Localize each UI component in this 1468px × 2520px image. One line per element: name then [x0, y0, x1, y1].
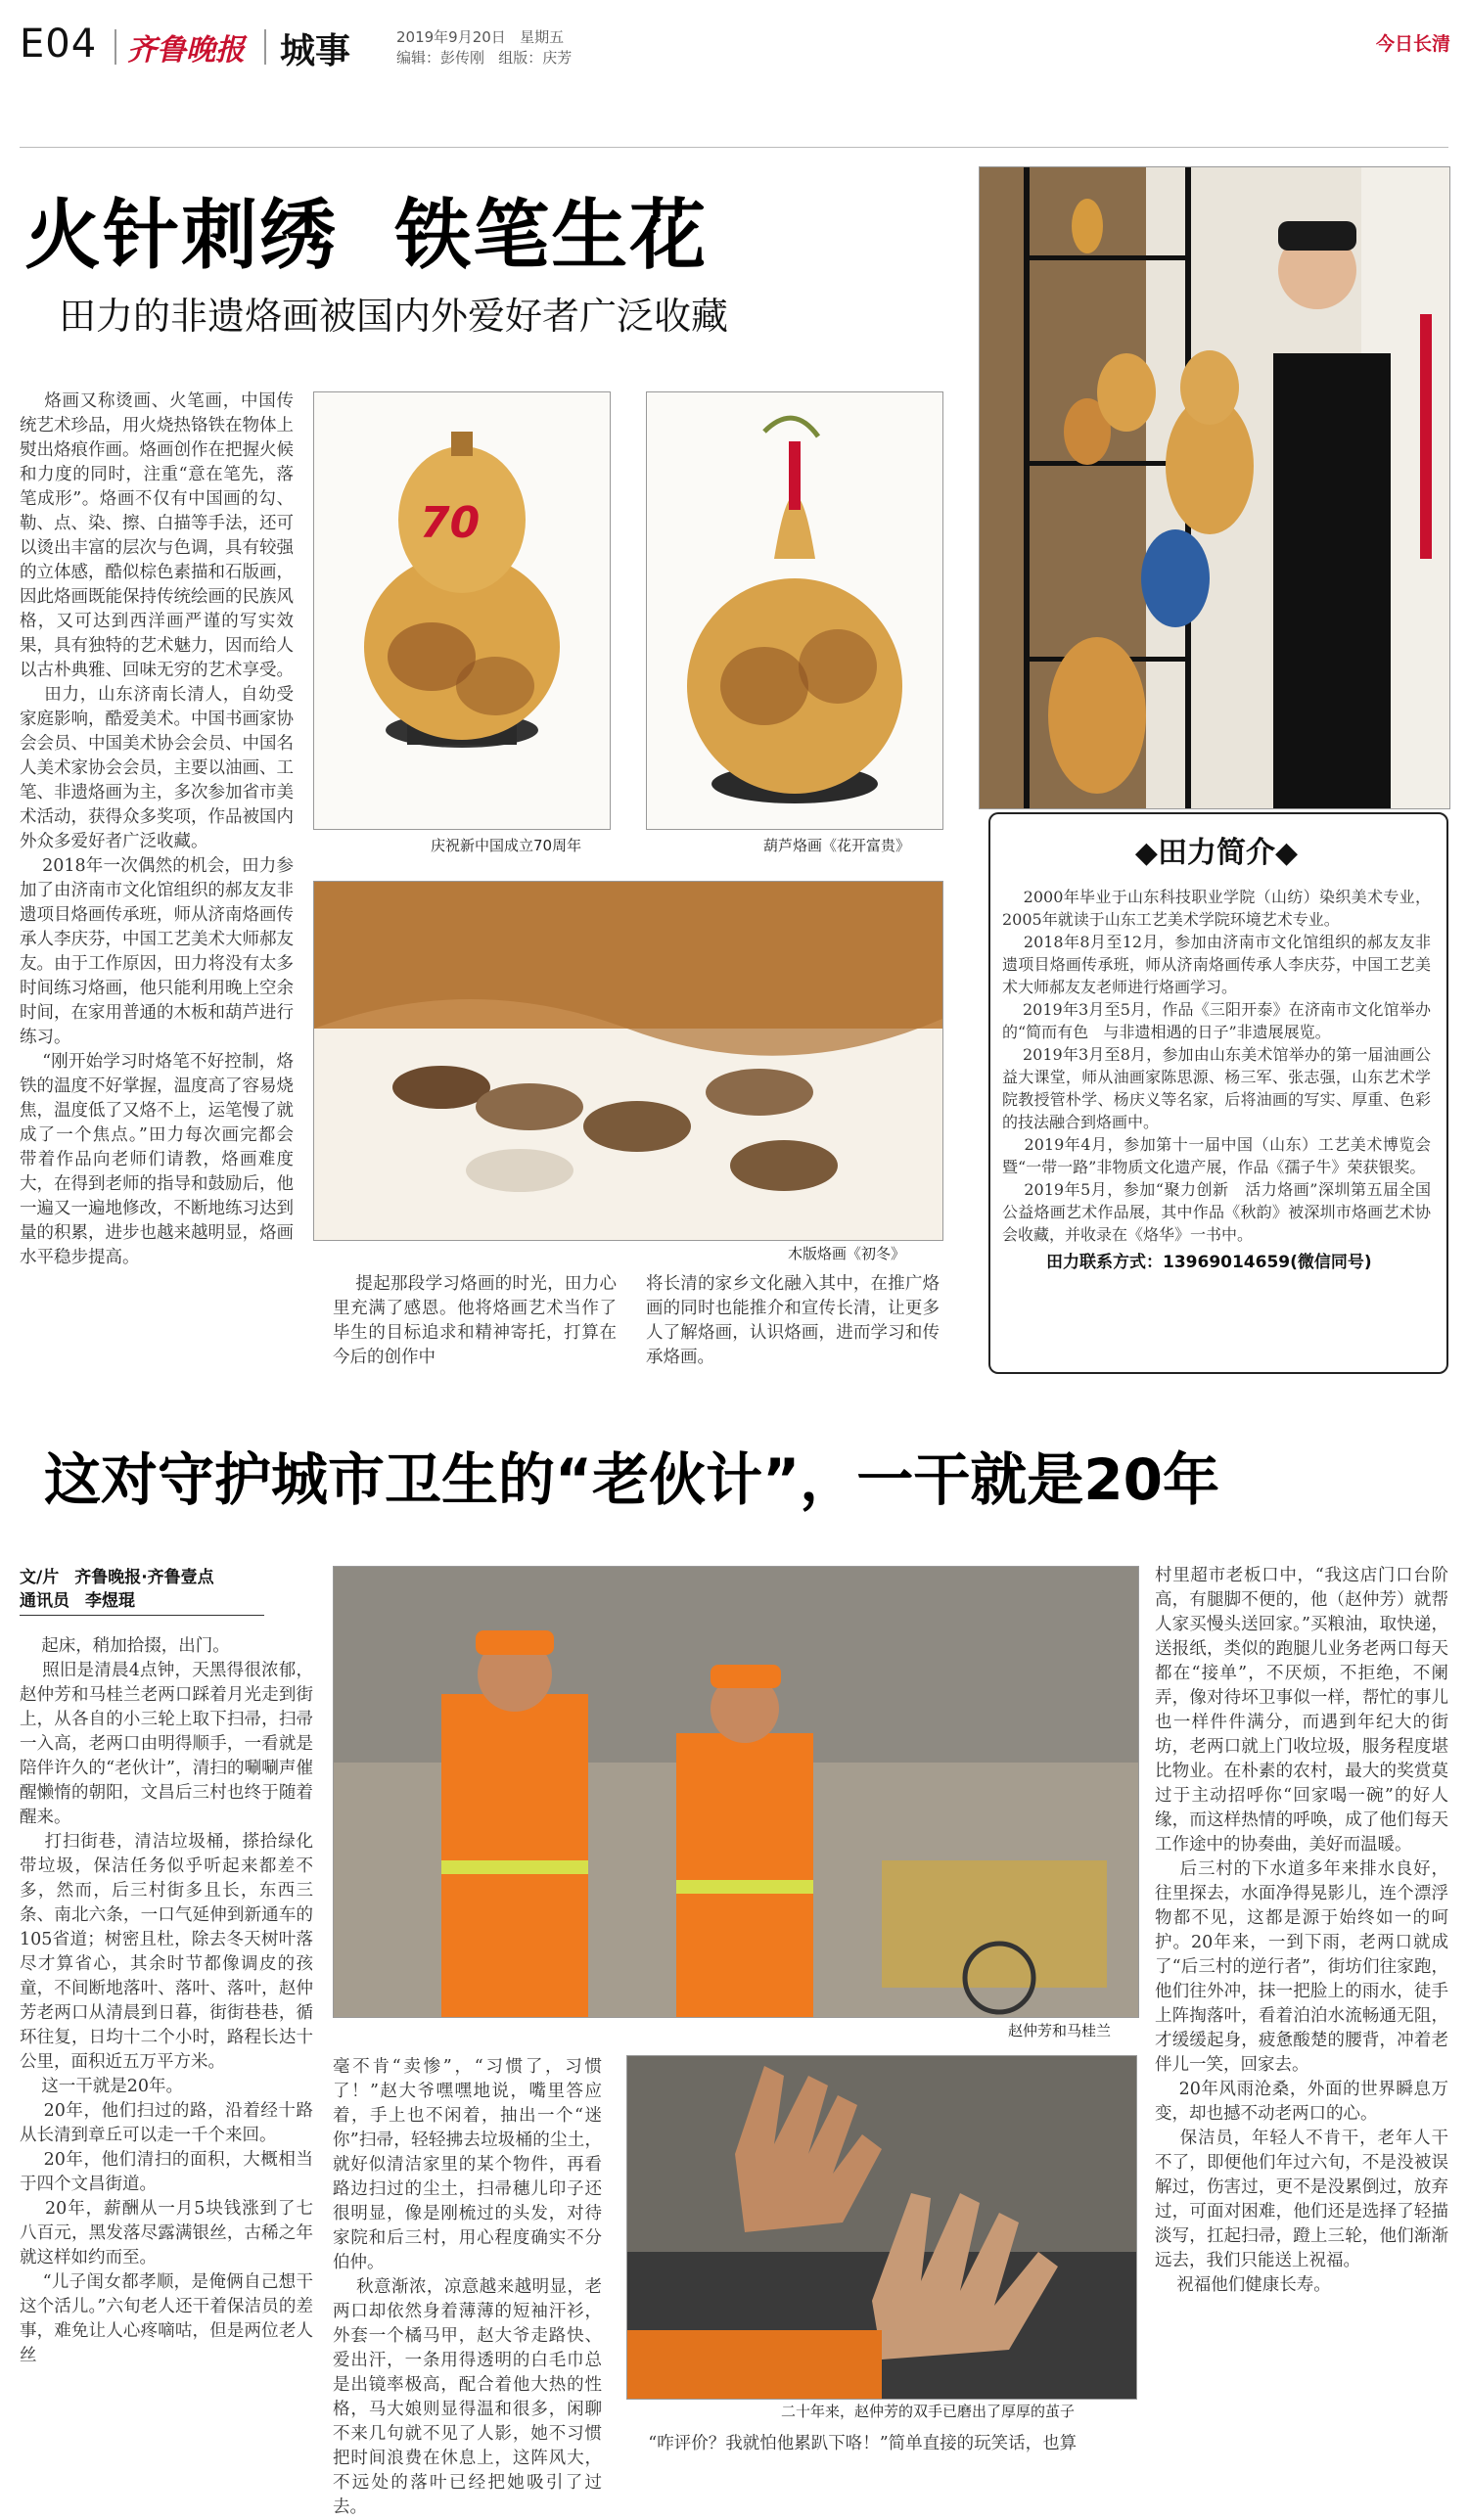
couple-drawing — [334, 1567, 1138, 2017]
editor-line: 编辑：彭传刚 组版：庆芳 — [396, 49, 573, 67]
bio-paragraph: 2019年3月至8月，参加由山东美术馆举办的第一届油画公益大课堂，师从油画家陈思源、杨三军、张志强，山东艺术学院教授管朴学、杨庆义等名家，后将油画的写实、厚重、色彩的技法融合到烙画中。 — [1002, 1045, 1431, 1131]
gourd-70-badge: 70 — [420, 498, 481, 548]
story1-subhead: 田力的非遗烙画被国内外爱好者广泛收藏 — [59, 295, 729, 338]
date-line: 2019年9月20日 星期五 — [396, 28, 565, 46]
geese-photo — [313, 881, 943, 1241]
story2-column-4: 村里超市老板口中，“我这店门口台阶高，有腿脚不便的，他（赵仲芳）就帮人家买慢头送回家。”买粮油，取快递，送报纸，类似的跑腿儿业务老两口每天都在“接单”，不厌烦，不拒绝，不阑弄，像对待坏卫事似一样，帮忙的事儿也一样件件满分，而遇到年纪大的街坊，老两口就上门收垃圾，服务程度堪比物业。在朴素的农村，最大的奖赏莫过于主动招呼你“回家喝一碗”的好人缘，而这样热情的呼唤，成了他们每天工作途中的协奏曲，美好而温暖。 后三村的下水道多年来排水良好，往里探去，水面净得晃影儿，连个漂浮物都不见，这都是源于始终如一的呵护。20年来，一到下雨，老两口就成了“后三村的逆行者”，街坊们往家跑，他们往外冲，抹一把脸上的雨水，徒手上阵掏落叶，看着泊泊水流畅通无阻，才缓缓起身，疲惫酸楚的腰背，冲着老伴儿一笑，回家去。 20年风雨沧桑，外面的世界瞬息万变，却也撼不动老两口的心。 保洁员，年轻人不肯干，老年人干不了，即便他们年过六旬，不是没被误解过，伤害过，更不是没累倒过，放弃过，可面对困难，他们还是选择了轻描淡写，扛起扫帚，蹬上三轮，他们渐渐远去，我们只能送上祝福。 祝福他们健康长寿。 — [1155, 1566, 1448, 2295]
caption-gourd-2: 葫芦烙画《花开富贵》 — [763, 837, 911, 854]
masthead — [0, 0, 1468, 78]
gourd-2-drawing — [647, 392, 942, 829]
couple-photo — [333, 1566, 1139, 2018]
bio-paragraph: 2019年4月，参加第十一届中国（山东）工艺美术博览会暨“一带一路”非物质文化遗产展，作品《孺子牛》荣获银奖。 — [1002, 1135, 1431, 1176]
story2-column-3: “咋评价？我就怕他累趴下咯！”简单直接的玩笑话，也算 — [626, 2434, 1078, 2453]
story1-headline: 火针刺绣 铁笔生花 — [24, 192, 709, 280]
story1-column-2: 提起那段学习烙画的时光，田力心里充满了感恩。他将烙画艺术当作了毕生的目标追求和精神寄托，打算在今后的创作中 — [333, 1274, 617, 1367]
story2-headline: 这对守护城市卫生的“老伙计”，一干就是20年 — [44, 1446, 1219, 1513]
hands-photo — [626, 2055, 1137, 2400]
bio-paragraph: 2019年3月至5月，作品《三阳开泰》在济南市文化馆举办的“简而有色 与非遗相遇的日子”非遗展展览。 — [1002, 1000, 1431, 1041]
byline-row-1 — [20, 1566, 264, 1589]
byline — [20, 1566, 264, 1616]
bio-contact: 田力联系方式：13969014659(微信同号) — [1046, 1253, 1372, 1272]
masthead-divider-2 — [264, 29, 266, 65]
bio-paragraph: 2019年5月，参加“聚力创新 活力烙画”深圳第五届全国公益烙画艺术作品展，其中作品《秋韵》被深圳市烙画艺术协会收藏，并收录在《烙华》一书中。 — [1002, 1180, 1431, 1244]
page-code: E04 — [20, 22, 98, 67]
geese-drawing — [314, 882, 942, 1240]
caption-gourd-1: 庆祝新中国成立70周年 — [431, 837, 582, 854]
bio-paragraph: 2018年8月至12月，参加由济南市文化馆组织的郝友友非遗项目烙画传承班，师从济南烙画传承人李庆芬，中国工艺美术大师郝友友老师进行烙画学习。 — [1002, 933, 1432, 996]
masthead-divider — [115, 29, 116, 65]
bio-text — [1002, 886, 1431, 1272]
bio-paragraph: 2000年毕业于山东科技职业学院（山纺）染织美术专业，2005年就读于山东工艺美术学院环境艺术专业。 — [1002, 888, 1431, 929]
paper-logo: 齐鲁晚报 — [127, 33, 245, 68]
hands-drawing — [627, 2056, 1136, 2399]
artist-photo — [979, 166, 1450, 809]
story1-column-3: 将长清的家乡文化融入其中，在推广烙画的同时也能推介和宣传长清，让更多人了解烙画，认识烙画，进而学习和传承烙画。 — [646, 1274, 940, 1367]
caption-geese: 木版烙画《初冬》 — [788, 1245, 906, 1262]
caption-hands: 二十年来，赵仲芳的双手已磨出了厚厚的茧子 — [781, 2403, 1076, 2420]
story2-column-1: 起床，稍加拾掇，出门。 照旧是清晨4点钟，天黑得很浓郁，赵仲芳和马桂兰老两口踩着月光走到街上，从各自的小三轮上取下扫帚，扫帚一入高，老两口由明得顺手，一看就是陪伴许久的“老伙计”，清扫的唰唰声催醒懒惰的朝阳，文昌后三村也终于随着醒来。 打扫街巷，清洁垃圾桶，搽拾绿化带垃圾，保洁任务似乎听起来都差不多，然而，后三村街多且长，东西三条、南北六条，一口气延伸到新通车的105省道；树密且杜，除去冬天树叶落尽才算省心，其余时节都像调皮的孩童，不间断地落叶、落叶、落叶，赵仲芳老两口从清晨到日暮，街街巷巷，循环往复，日均十二个小时，路程长达十公里，面积近五万平方米。 这一干就是20年。 20年，他们扫过的路，沿着经十路从长清到章丘可以走一千个来回。 20年，他们清扫的面积，大概相当于四个文昌街道。 20年，薪酬从一月5块钱涨到了七八百元，黑发落尽露满银丝，古稀之年就这样如约而至。 “儿子闺女都孝顺，是俺俩自己想干这个活儿。”六旬老人还干着保洁员的差事，难免让人心疼嘀咕，但是两位老人丝 — [20, 1636, 313, 2365]
bio-title: ◆田力简介◆ — [1134, 836, 1299, 870]
byline-row-2 — [20, 1589, 264, 1613]
byline-value-2: 李煜琨 — [85, 1591, 135, 1611]
caption-couple: 赵仲芳和马桂兰 — [1008, 2022, 1112, 2039]
byline-label-2: 通讯员 — [20, 1591, 69, 1611]
gourd-1-drawing — [314, 392, 610, 829]
section-name: 城事 — [280, 31, 351, 71]
story2-column-2: 毫不肯“卖惨”，“习惯了，习惯了！”赵大爷嘿嘿地说，嘴里答应着，手上也不闲着，抽出一个“迷你”扫帚，轻轻拂去垃圾桶的尘土，就好似清洁家里的某个物件，再看路边扫过的尘土，扫帚穗儿印子还很明显，像是刚梳过的头发，对待家院和后三村，用心程度确实不分伯仲。 秋意渐浓，凉意越来越明显，老两口却依然身着薄薄的短袖汗衫，外套一个橘马甲，赵大爷走路快、爱出汗，一条用得透明的白毛巾总是出镜率极高，配合着他大热的性格，马大娘则显得温和很多，闲聊不来几句就不见了人影，她不习惯把时间浪费在休息上，这阵风大，不远处的落叶已经把她吸引了过去。 — [333, 2057, 602, 2517]
artist-photo-drawing — [980, 167, 1449, 808]
byline-value-1: 齐鲁晚报·齐鲁壹点 — [74, 1568, 214, 1587]
masthead-rule — [20, 147, 1448, 148]
gourd-photo-1 — [313, 391, 611, 830]
gourd-photo-2 — [646, 391, 943, 830]
story1-column-1: 烙画又称烫画、火笔画，中国传统艺术珍品，用火烧热铬铁在物体上熨出烙痕作画。烙画创作在把握火候和力度的同时，注重“意在笔先，落笔成形”。烙画不仅有中国画的勾、勒、点、染、擦、白描等手法，还可以烫出丰富的层次与色调，具有较强的立体感，酷似棕色素描和石版画，因此烙画既能保持传统绘画的民族风格，又可达到西洋画严谨的写实效果，具有独特的艺术魅力，因而给人以古朴典雅、回味无穷的艺术享受。 田力，山东济南长清人，自幼受家庭影响，酷爱美术。中国书画家协会会员、中国美术协会会员、中国名人美术家协会会员，主要以油画、工笔、非遗烙画为主，多次参加省市美术活动，获得众多奖项，作品被国内外众多爱好者广泛收藏。 2018年一次偶然的机会，田力参加了由济南市文化馆组织的郝友友非遗项目烙画传承班，师从济南烙画传承人李庆芬，中国工艺美术大师郝友友。由于工作原因，田力将没有太多时间练习烙画，他只能利用晚上空余时间，在家用普通的木板和葫芦进行练习。 “刚开始学习时烙笔不好控制，烙铁的温度不好掌握，温度高了容易烧焦，温度低了又烙不上，运笔慢了就成了一个焦点。”田力每次画完都会带着作品向老师们请教，烙画难度大，在得到老师的指导和鼓励后，他一遍又一遍地修改，不断地练习达到量的积累，进步也越来越明显，烙画水平稳步提高。 — [20, 391, 294, 1267]
byline-label-1: 文/片 — [20, 1568, 60, 1587]
section-tag: 今日长清 — [1375, 33, 1450, 55]
